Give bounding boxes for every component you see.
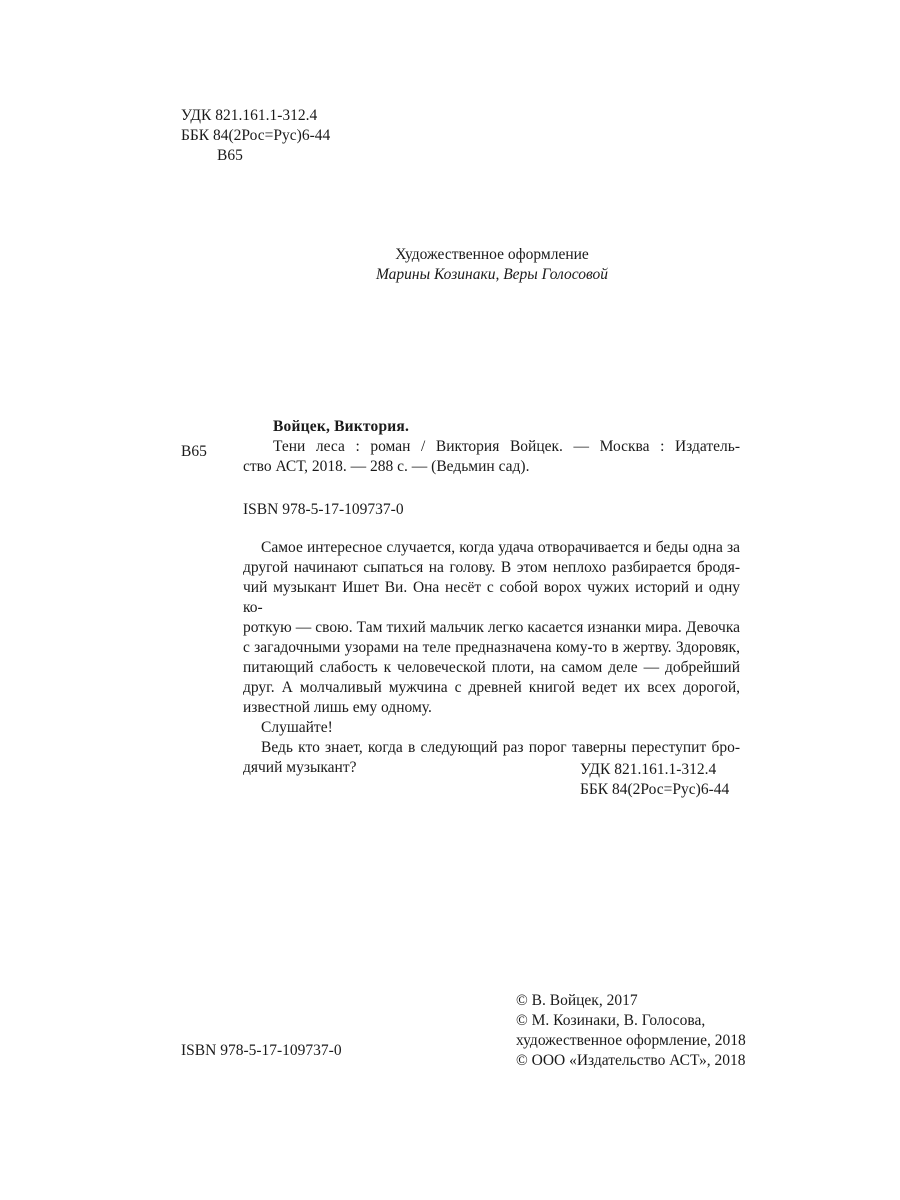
udk-code: УДК 821.161.1-312.4 <box>181 107 318 124</box>
design-credits <box>362 245 622 285</box>
catalog-isbn: ISBN 978-5-17-109737-0 <box>243 501 404 518</box>
annotation-line: Самое интересное случается, когда удача отворачивается и беды одна за <box>261 539 740 556</box>
annotation-closing-line: дячий музыкант? <box>243 759 357 776</box>
annotation-line: роткую — свою. Там тихий мальчик легко касается изнанки мира. Девочка <box>243 619 740 636</box>
book-annotation <box>243 538 740 778</box>
catalog-title-line: Тени леса : роман / Виктория Войцек. — Москва : Издатель- <box>273 438 740 455</box>
annotation-listen: Слушайте! <box>261 719 333 736</box>
udk-code-footer: УДК 821.161.1-312.4 <box>580 761 717 778</box>
catalog-author: Войцек, Виктория. <box>273 418 410 435</box>
classification-footer <box>580 760 729 800</box>
annotation-line: с загадочными узорами на теле предназначена кому-то в жертву. Здоровяк, <box>243 639 740 656</box>
classification-header <box>181 106 330 166</box>
annotation-line: другой начинают сыпаться на голову. В этом неплохо разбирается бродя- <box>243 559 740 576</box>
copyright-illustrators-role: художественное оформление, 2018 <box>516 1032 746 1049</box>
catalog-entry <box>243 417 740 477</box>
copyright-block <box>516 991 746 1071</box>
annotation-line: чий музыкант Ишет Ви. Она несёт с собой ворох чужих историй и одну ко- <box>243 579 740 616</box>
bbk-code-footer: ББК 84(2Рос=Рус)6-44 <box>580 781 730 798</box>
credits-names: Марины Козинаки, Веры Голосовой <box>375 266 609 283</box>
isbn-footer: ISBN 978-5-17-109737-0 <box>181 1042 342 1059</box>
copyright-illustrators: © М. Козинаки, В. Голосова, <box>516 1012 706 1029</box>
catalog-author-code: В65 <box>181 443 207 460</box>
annotation-line: друг. А молчаливый мужчина с древней книгой ведет их всех дорогой, <box>243 679 740 696</box>
credits-heading: Художественное оформление <box>395 246 589 263</box>
catalog-publisher-line: ство АСТ, 2018. — 288 с. — (Ведьмин сад). <box>243 458 530 475</box>
annotation-line: известной лишь ему одному. <box>243 699 432 716</box>
annotation-closing-line: Ведь кто знает, когда в следующий раз порог таверны переступит бро- <box>261 739 740 756</box>
bbk-code: ББК 84(2Рос=Рус)6-44 <box>181 127 331 144</box>
copyright-publisher: © ООО «Издательство АСТ», 2018 <box>516 1052 746 1069</box>
author-code: В65 <box>217 147 243 164</box>
annotation-line: питающий слабость к человеческой плоти, на самом деле — добрейший <box>243 659 740 676</box>
copyright-author: © В. Войцек, 2017 <box>516 992 638 1009</box>
